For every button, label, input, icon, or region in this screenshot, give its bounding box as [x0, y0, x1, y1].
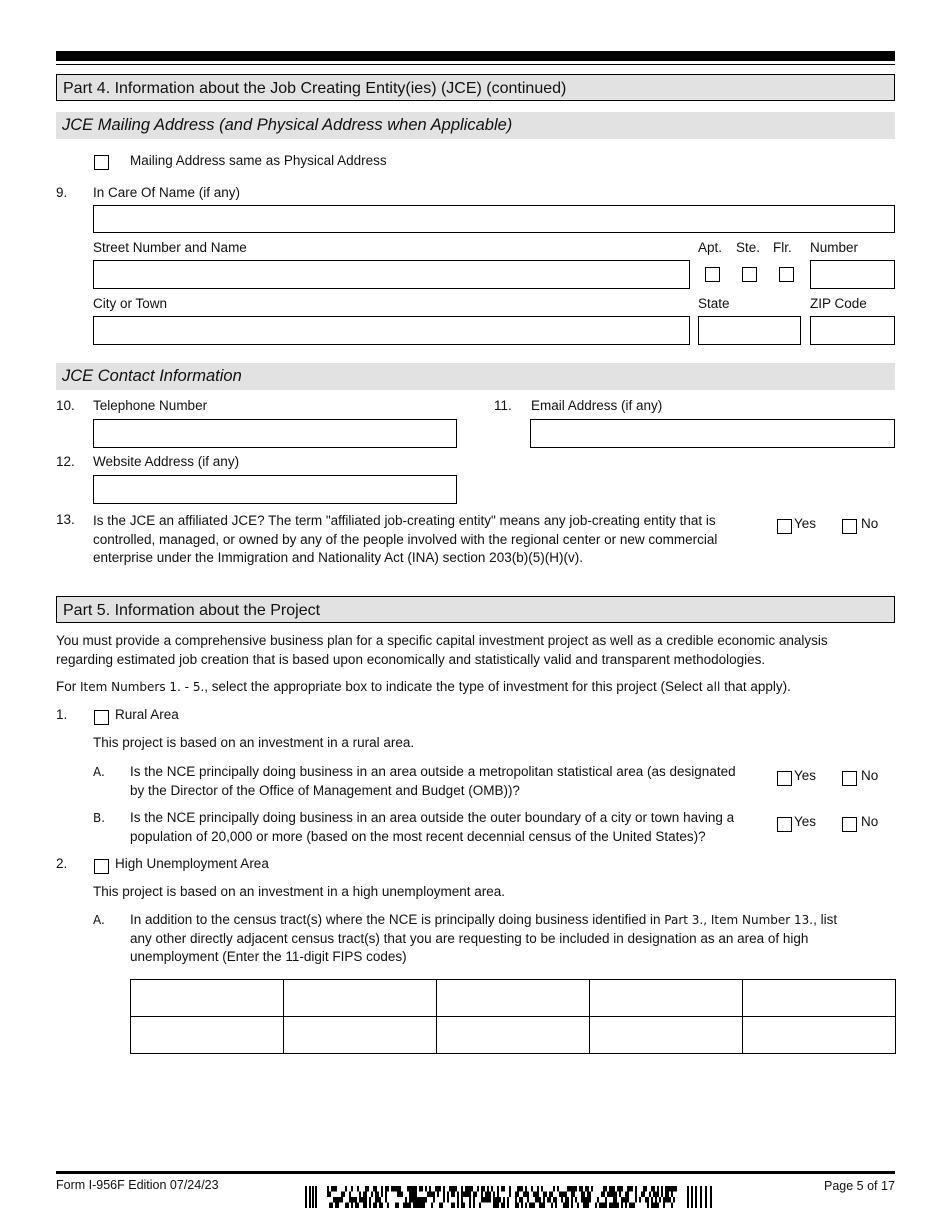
item-1-number: 1. [56, 707, 68, 722]
item-1a-yes-checkbox[interactable] [777, 771, 792, 786]
high-unemployment-label: High Unemployment Area [115, 856, 269, 871]
fips-cell[interactable] [131, 980, 284, 1017]
item-1a-line-2: by the Director of the Office of Management and Budget (OMB))? [130, 782, 520, 798]
item-2a-line-1-ref: Part 3., Item Number 13. [664, 913, 814, 927]
fips-cell[interactable] [284, 980, 437, 1017]
fips-cell[interactable] [743, 1017, 896, 1054]
item-13-number: 13. [56, 512, 75, 527]
flr-checkbox[interactable] [779, 267, 794, 282]
email-input[interactable] [530, 419, 895, 448]
instr-mid: , select the appropriate box to indicate the type of investment for this project (Select [204, 679, 707, 694]
website-input[interactable] [93, 475, 457, 504]
fips-row [131, 980, 896, 1017]
page-number: Page 5 of 17 [824, 1179, 895, 1193]
item-10-number: 10. [56, 398, 75, 413]
email-label: Email Address (if any) [531, 398, 663, 413]
zip-label: ZIP Code [810, 296, 867, 311]
top-rule-thick [56, 51, 895, 61]
contact-info-header: JCE Contact Information [56, 363, 895, 390]
part5-header: Part 5. Information about the Project [56, 596, 895, 623]
website-label: Website Address (if any) [93, 454, 240, 469]
item-13-yes-checkbox[interactable] [777, 519, 792, 534]
high-unemployment-desc: This project is based on an investment in a high unemployment area. [93, 884, 505, 899]
item-13-no-checkbox[interactable] [842, 519, 857, 534]
telephone-input[interactable] [93, 419, 457, 448]
city-input[interactable] [93, 316, 690, 345]
state-select[interactable] [698, 316, 801, 345]
unit-number-input[interactable] [810, 260, 895, 289]
fips-cell[interactable] [131, 1017, 284, 1054]
part5-intro-line-2: regarding estimated job creation that is based upon economically and statistically valid and transparent methodologies. [56, 651, 766, 667]
same-as-physical-checkbox[interactable] [94, 155, 109, 170]
unit-number-label: Number [810, 240, 859, 255]
fips-row [131, 1017, 896, 1054]
apt-checkbox[interactable] [705, 267, 720, 282]
item-1b-question [130, 809, 734, 846]
instr-pre: For [56, 679, 81, 694]
item-1b-no-label: No [861, 814, 879, 829]
part5-intro [56, 632, 828, 669]
item-13-line-2: controlled, managed, or owned by any of the people involved with the regional center or new commercial [93, 531, 718, 547]
street-label: Street Number and Name [93, 240, 247, 255]
rural-area-label: Rural Area [115, 707, 179, 722]
item-13-yes-label: Yes [794, 516, 817, 531]
high-unemployment-checkbox[interactable] [94, 859, 109, 874]
telephone-label: Telephone Number [93, 398, 208, 413]
barcode-icon [305, 1186, 713, 1208]
zip-input[interactable] [810, 316, 895, 345]
item-2a-question [130, 911, 837, 967]
item-1a-yes-label: Yes [794, 768, 817, 783]
apt-label: Apt. [698, 240, 723, 255]
ste-checkbox[interactable] [742, 267, 757, 282]
item-13-question [93, 512, 773, 568]
fips-cell[interactable] [284, 1017, 437, 1054]
part5-intro-line-1: You must provide a comprehensive business plan for a specific capital investment project as well as a credible economic analysis [56, 633, 828, 648]
item-2-number: 2. [56, 856, 68, 871]
item-2a-line-1-post: , list [813, 912, 838, 927]
item-9-number: 9. [56, 185, 68, 200]
fips-codes-table [130, 979, 896, 1054]
instr-all: all [706, 680, 721, 694]
item-1a-no-label: No [861, 768, 879, 783]
form-edition: Form I-956F Edition 07/24/23 [56, 1178, 219, 1192]
in-care-of-input[interactable] [93, 205, 895, 233]
fips-cell[interactable] [590, 980, 743, 1017]
item-1a-letter: A. [93, 765, 105, 779]
item-1b-yes-label: Yes [794, 814, 817, 829]
instr-post: that apply). [720, 679, 791, 694]
city-label: City or Town [93, 296, 168, 311]
item-1b-letter: B. [93, 811, 106, 825]
bottom-rule [56, 1171, 895, 1174]
item-12-number: 12. [56, 454, 75, 469]
item-1b-yes-checkbox[interactable] [777, 817, 792, 832]
item-1b-no-checkbox[interactable] [842, 817, 857, 832]
state-label: State [698, 296, 730, 311]
item-2a-line-2: any other directly adjacent census tract(s) that you are requesting to be included in designation as an area of high [130, 930, 809, 946]
item-11-number: 11. [494, 398, 512, 413]
item-1b-line-1: Is the NCE principally doing business in an area outside the outer boundary of a city or town having a [130, 810, 735, 825]
mailing-address-header: JCE Mailing Address (and Physical Address when Applicable) [56, 112, 895, 139]
ste-label: Ste. [736, 240, 761, 255]
item-1a-no-checkbox[interactable] [842, 771, 857, 786]
part5-instructions [56, 679, 791, 694]
item-1b-line-2: population of 20,000 or more (based on the most recent decennial census of the United States)? [130, 828, 706, 844]
item-1a-line-1: Is the NCE principally doing business in an area outside a metropolitan statistical area (as designated [130, 764, 736, 779]
fips-cell[interactable] [743, 980, 896, 1017]
item-2a-line-3: unemployment (Enter the 11-digit FIPS codes) [130, 949, 407, 964]
item-2a-line-1-pre: In addition to the census tract(s) where the NCE is principally doing business identified in [130, 912, 665, 927]
same-as-physical-label: Mailing Address same as Physical Address [130, 153, 387, 168]
item-1a-question [130, 763, 736, 800]
fips-cell[interactable] [437, 980, 590, 1017]
part4-header: Part 4. Information about the Job Creating Entity(ies) (JCE) (continued) [56, 74, 895, 101]
flr-label: Flr. [773, 240, 792, 255]
instr-items: Item Numbers 1. - 5. [80, 680, 205, 694]
fips-cell[interactable] [590, 1017, 743, 1054]
in-care-of-label: In Care Of Name (if any) [93, 185, 241, 200]
fips-cell[interactable] [437, 1017, 590, 1054]
item-2a-line-1 [130, 911, 837, 930]
item-13-line-1: Is the JCE an affiliated JCE? The term "affiliated job-creating entity" means any job-creating entity that is [93, 513, 716, 528]
item-2a-letter: A. [93, 913, 105, 927]
item-13-no-label: No [861, 516, 879, 531]
rural-area-checkbox[interactable] [94, 710, 109, 725]
rural-area-desc: This project is based on an investment in a rural area. [93, 735, 415, 750]
street-input[interactable] [93, 260, 690, 289]
top-rule-thin [56, 64, 895, 65]
item-13-line-3: enterprise under the Immigration and Nationality Act (INA) section 203(b)(5)(H)(v). [93, 550, 583, 565]
